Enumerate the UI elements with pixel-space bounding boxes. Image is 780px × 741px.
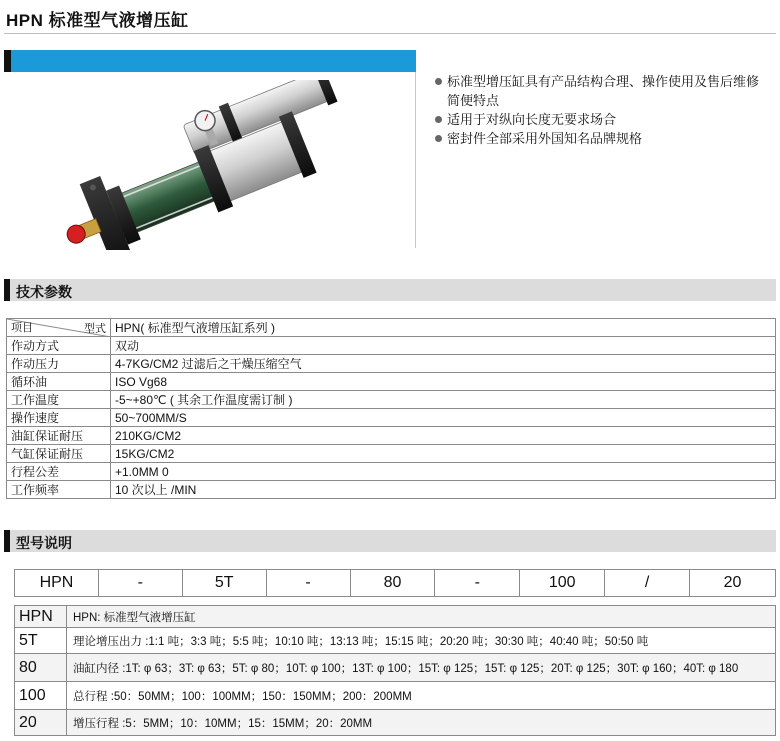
spec-header-row [7, 319, 776, 337]
spec-row [7, 463, 776, 481]
feature-item: 标准型增压缸具有产品结构合理、操作使用及售后维修简便特点 [434, 72, 764, 110]
model-code-table [14, 569, 776, 597]
spec-header-type: 型式 [84, 323, 106, 335]
code-separator: - [435, 570, 520, 597]
legend-desc: 增压行程 :5：5MM；10：10MM；15：15MM；20：20MM [67, 710, 776, 736]
feature-list [434, 72, 764, 148]
code-part: 80 [350, 570, 435, 597]
spec-row [7, 373, 776, 391]
spec-value: 50~700MM/S [111, 409, 776, 427]
specs-section-title: 技术参数 [16, 284, 72, 300]
spec-key: 作动压力 [7, 355, 111, 373]
code-separator: / [605, 570, 690, 597]
spec-value: ISO Vg68 [111, 373, 776, 391]
legend-row [15, 710, 776, 736]
spec-table [6, 318, 776, 499]
legend-row [15, 606, 776, 628]
product-image [60, 80, 360, 250]
model-legend-table [14, 605, 776, 736]
spec-value: 10 次以上 /MIN [111, 481, 776, 499]
spec-key: 工作频率 [7, 481, 111, 499]
product-frame-divider [415, 72, 416, 248]
product-header-bar [4, 50, 416, 72]
legend-code: 100 [15, 682, 67, 710]
spec-row [7, 355, 776, 373]
section-tab [4, 279, 10, 301]
code-part: 5T [182, 570, 266, 597]
code-separator: - [98, 570, 182, 597]
spec-key: 工作温度 [7, 391, 111, 409]
product-header-tab [4, 50, 11, 72]
legend-code: HPN [15, 606, 67, 628]
spec-key: 油缸保证耐压 [7, 427, 111, 445]
feature-item: 适用于对纵向长度无要求场合 [434, 110, 764, 129]
spec-row [7, 481, 776, 499]
spec-key: 操作速度 [7, 409, 111, 427]
spec-header-item: 项目 [11, 322, 33, 334]
legend-row [15, 682, 776, 710]
section-tab [4, 530, 10, 552]
legend-desc: HPN: 标准型气液增压缸 [67, 606, 776, 628]
model-section-header [4, 530, 776, 552]
title-divider [4, 33, 776, 34]
spec-value: 15KG/CM2 [111, 445, 776, 463]
spec-value: 双动 [111, 337, 776, 355]
spec-key: 行程公差 [7, 463, 111, 481]
model-section-title: 型号说明 [16, 535, 72, 551]
code-part: HPN [15, 570, 99, 597]
code-separator: - [266, 570, 350, 597]
spec-row [7, 337, 776, 355]
spec-value: -5~+80℃ ( 其余工作温度需订制 ) [111, 391, 776, 409]
feature-item: 密封件全部采用外国知名品牌规格 [434, 129, 764, 148]
spec-key: 气缸保证耐压 [7, 445, 111, 463]
spec-row [7, 391, 776, 409]
legend-code: 20 [15, 710, 67, 736]
legend-row [15, 654, 776, 682]
spec-value: 4-7KG/CM2 过滤后之干燥压缩空气 [111, 355, 776, 373]
legend-code: 5T [15, 628, 67, 654]
spec-row [7, 445, 776, 463]
legend-desc: 油缸内径 :1T: φ 63；3T: φ 63；5T: φ 80；10T: φ 100；13T: φ 100；15T: φ 125；15T: φ 125；20T: φ 125；30T: φ 160；40T: φ 180 [67, 654, 776, 682]
code-part: 20 [690, 570, 776, 597]
legend-code: 80 [15, 654, 67, 682]
legend-row [15, 628, 776, 654]
spec-row [7, 427, 776, 445]
model-code-row [15, 570, 776, 597]
legend-desc: 总行程 :50：50MM；100：100MM；150：150MM；200：200MM [67, 682, 776, 710]
spec-key: 循环油 [7, 373, 111, 391]
spec-header-value: HPN( 标准型气液增压缸系列 ) [111, 319, 776, 337]
code-part: 100 [520, 570, 605, 597]
spec-value: +1.0MM 0 [111, 463, 776, 481]
legend-desc: 理论增压出力 :1:1 吨；3:3 吨；5:5 吨；10:10 吨；13:13 吨；15:15 吨；20:20 吨；30:30 吨；40:40 吨；50:50 吨 [67, 628, 776, 654]
spec-header-diagonal-cell [7, 319, 111, 337]
spec-row [7, 409, 776, 427]
spec-key: 作动方式 [7, 337, 111, 355]
specs-section-header [4, 279, 776, 301]
page-title: HPN 标准型气液增压缸 [6, 11, 189, 30]
spec-value: 210KG/CM2 [111, 427, 776, 445]
